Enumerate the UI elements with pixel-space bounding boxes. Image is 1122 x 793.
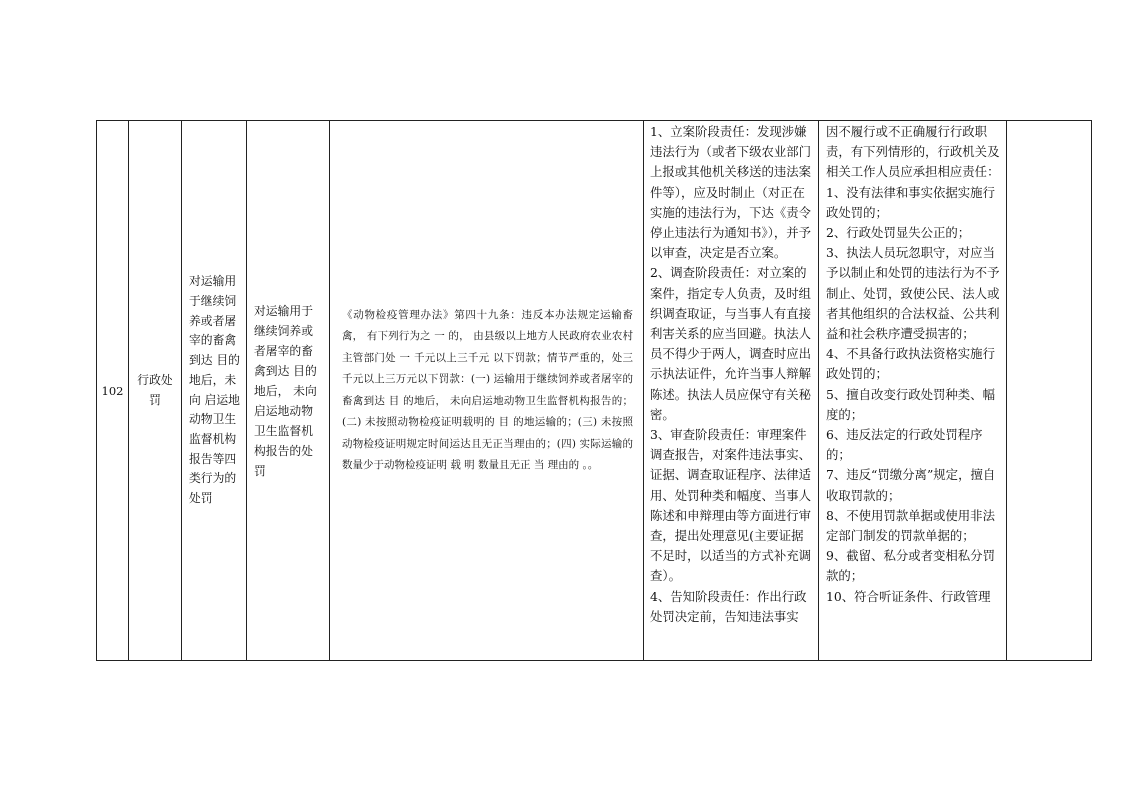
sub-item-cell bbox=[247, 121, 330, 661]
row-number: 102 bbox=[101, 383, 124, 398]
accountability-text: 因不履行或不正确履行行政职责，有下列情形的，行政机关及相关工作人员应承担相应责任： 1、没有法律和事实依据实施行政处罚的； 2、行政处罚显失公正的； 3、执法人员玩忽职守，对应当予以制止和处罚的违法行为不予制止、处罚，致使公民、法人或者其他组织的合法权益、公共利益和社会秩序遭受损害的； 4、不具备行政执法资格实施行政处罚的； 5、擅自改变行政处罚种类、幅度的； 6、违反法定的行政处罚程序的； 7、违反“罚缴分离”规定，擅自收取罚款的； 8、不使用罚款单据或使用非法定部门制发的罚款单据的； 9、截留、私分或者变相私分罚款的； 10、符合听证条件、行政管理 bbox=[826, 124, 1000, 604]
duty-text: 1、立案阶段责任：发现涉嫌违法行为（或者下级农业部门上报或其他机关移送的违法案件等），应及时制止（对正在实施的违法行为，下达《责令停止违法行为通知书》），并予以审查，决定是否立案。 2、调查阶段责任：对立案的案件，指定专人负责，及时组织调查取证，与当事人有直接利害关系的应当回避。执法人员不得少于两人，调查时应出示执法证件，允许当事人辩解陈述。执法人员应保守有关秘密。 3、审查阶段责任：审理案件调查报告，对案件违法事实、证据、调查取证程序、法律适用、处罚种类和幅度、当事人陈述和申辩理由等方面进行审查，提出处理意见(主要证据不足时，以适当的方式补充调查）。 4、告知阶段责任：作出行政处罚决定前，告知违法事实 bbox=[650, 124, 812, 624]
table-row bbox=[97, 121, 1092, 661]
power-list-table bbox=[96, 120, 1092, 661]
item-name-cell bbox=[182, 121, 247, 661]
legal-basis-text: 《动物检疫管理办法》第四十九条：违反本办法规定运输畜禽， 有下列行为之 一 的， 由县级以上地方人民政府农业农村主管部门处 一 千元以上三千元 以下罚款；情节严重的，处三千元以上三万元以下罚款：(一) 运输用于继续饲养或者屠宰的畜禽到达 目 的地后， 未向启运地动物卫生监督机构报告的；(二) 未按照动物检疫证明载明的 目 的地运输的；(三) 未按照动物检疫证明规定时间运达且无正当理由的；(四) 实际运输的数量少于动物检疫证明 载 明 数量且无正 当 理由的 。。 bbox=[342, 308, 633, 471]
accountability-cell bbox=[819, 121, 1007, 661]
power-type: 行政处罚 bbox=[137, 372, 173, 407]
power-type-cell bbox=[129, 121, 182, 661]
note-cell bbox=[1007, 121, 1092, 661]
legal-basis-cell bbox=[330, 121, 644, 661]
row-number-cell bbox=[97, 121, 129, 661]
item-name: 对运输用于继续饲养或者屠宰的畜禽到达 目的地后，未向 启运地动物卫生监督机构报告等四类行为的处罚 bbox=[189, 274, 240, 506]
sub-item-name: 对运输用于继续饲养或者屠宰的畜禽到达 目的地后， 未向 启运地动物卫生监督机构报告的处罚 bbox=[254, 303, 317, 478]
duty-cell bbox=[644, 121, 819, 661]
